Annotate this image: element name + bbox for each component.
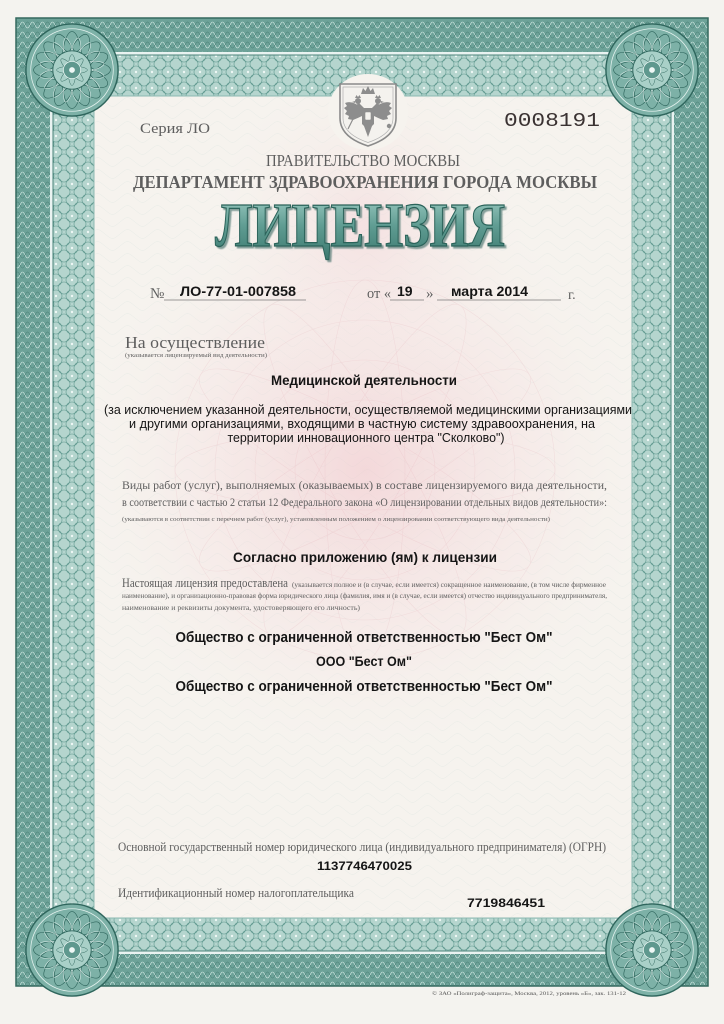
corner-rosette-bottom-right — [606, 904, 698, 996]
works-hint: (указываются в соответствии с перечнем работ (услуг), установленным положением о лицензировании соответствующего вида деятельности) — [122, 516, 550, 523]
issuer-government: ПРАВИТЕЛЬСТВО МОСКВЫ — [266, 151, 461, 170]
license-month-year: марта 2014 — [451, 283, 529, 299]
corner-rosette-top-right — [606, 24, 698, 116]
licensee-short-name: ООО "Бест Ом" — [316, 653, 412, 669]
activity-label: На осуществление — [125, 333, 265, 352]
printer-footer-note: © ЗАО «Полиграф-защита», Москва, 2012, уровень «Б», зак. 131-12 — [432, 991, 591, 997]
licensee-label: Настоящая лицензия предоставлена — [122, 576, 289, 590]
activity-exclusion-line: (за исключением указанной деятельности, осуществляемой медицинскими организациями — [104, 402, 632, 417]
corner-rosette-top-left — [26, 24, 118, 116]
licensee-brand-name: Общество с ограниченной ответственностью "Бест Ом" — [175, 679, 553, 695]
works-value: Согласно приложению (ям) к лицензии — [233, 549, 497, 565]
inn-value: 7719846451 — [467, 896, 546, 910]
date-quote-close: » — [426, 286, 434, 302]
license-number: ЛО-77-01-007858 — [180, 283, 297, 299]
coat-of-arms-icon — [340, 84, 396, 146]
serial-number: 0008191 — [504, 110, 600, 132]
inn-label: Идентификационный номер налогоплательщика — [118, 886, 355, 900]
date-prefix: от « — [367, 286, 391, 302]
works-label-line: Виды работ (услуг), выполняемых (оказываемых) в составе лицензируемого вида деятельности, — [122, 478, 607, 492]
licensee-hint-line: наименование и реквизиты документа, удостоверяющего его личность) — [122, 604, 361, 612]
license-day: 19 — [397, 283, 413, 299]
year-suffix: г. — [568, 288, 576, 303]
licensee-full-name: Общество с ограниченной ответственностью "Бест Ом" — [175, 630, 553, 646]
activity-name: Медицинской деятельности — [271, 372, 457, 388]
activity-exclusion-line: и другими организациями, входящими в частную систему здравоохранения, на — [129, 416, 596, 431]
document-title: ЛИЦЕНЗИЯ — [215, 192, 505, 260]
licensee-hint-line: наименование), и организационно-правовая форма юридического лица (фамилия, имя и (в случае, если имеется) отчество индивидуального предпринимателя, — [122, 592, 608, 600]
ogrn-label: Основной государственный номер юридического лица (индивидуального предпринимателя) (ОГРН) — [118, 840, 606, 854]
ogrn-value: 1137746470025 — [317, 859, 413, 873]
activity-hint: (указывается лицензируемый вид деятельности) — [125, 352, 267, 359]
series-label: Серия ЛО — [140, 121, 211, 137]
activity-exclusion-line: территории инновационного центра "Сколково") — [227, 430, 505, 445]
corner-rosette-bottom-left — [26, 904, 118, 996]
licensee-hint-line: (указывается полное и (в случае, если имеется) сокращенное наименование, (в том числе фирменное — [292, 581, 606, 589]
issuer-department: ДЕПАРТАМЕНТ ЗДРАВООХРАНЕНИЯ ГОРОДА МОСКВЫ — [133, 172, 598, 192]
works-label-line: в соответствии с частью 2 статьи 12 Федерального закона «О лицензировании отдельных видов деятельности»: — [122, 495, 607, 509]
number-sign: № — [150, 286, 165, 302]
